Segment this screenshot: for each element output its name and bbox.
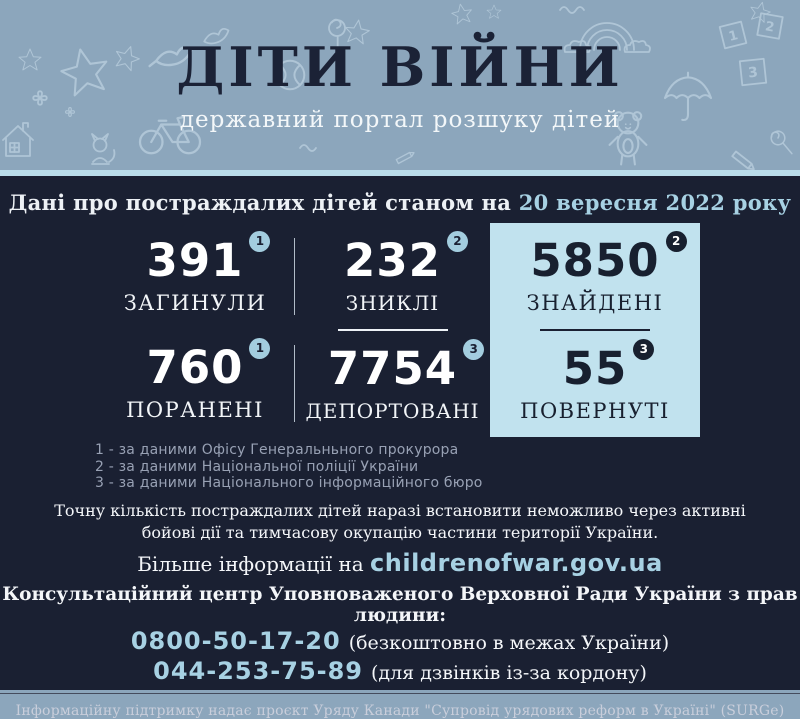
pencil-icon [396,151,415,164]
squiggle-icon [300,145,316,151]
portal-url-link[interactable]: childrenofwar.gov.ua [370,549,663,578]
stat-value-wrap [327,341,478,395]
stat-missing [295,223,490,329]
consultation-line: Консультаційний центр Уповноваженого Верховної Ради України з прав людини: [2,584,798,627]
stats-heading [0,176,800,215]
phone-line-international [0,659,800,686]
stats-column-left [95,223,295,437]
phone-number: 044-253-75-89 [153,657,363,686]
footnote-badge: 3 [463,339,484,360]
phone-note: (безкоштовно в межах України) [348,632,670,655]
phone-number: 0800-50-17-20 [130,627,341,656]
stat-label: ЗНАЙДЕНІ [526,290,664,315]
svg-text:2: 2 [763,19,776,36]
stat-label: ПОВЕРНУТІ [520,398,670,423]
page-subtitle: державний портал розшуку дітей [179,107,621,133]
svg-text:3: 3 [747,64,759,82]
footnote-badge: 2 [666,231,687,252]
stat-label: ЗАГИНУЛИ [123,291,267,315]
header-banner [0,0,800,170]
stat-returned [490,331,700,437]
stat-value: 5850 [530,233,660,287]
cat-icon [92,134,114,164]
svg-text:1: 1 [727,28,740,45]
footnote-badge: 1 [249,338,270,359]
stat-found [490,223,700,329]
stat-value-wrap [344,233,462,287]
pencil-icon [732,151,755,170]
stat-value: 55 [562,341,628,395]
footnotes [95,442,800,492]
stat-killed [95,223,295,330]
phone-line-domestic [0,629,800,656]
stat-value-wrap [530,233,681,287]
stat-wounded [95,330,295,437]
stats-column-middle [295,223,490,437]
stat-label: ДЕПОРТОВАНІ [305,398,480,423]
stat-value: 7754 [327,341,458,395]
stat-deported [295,331,490,437]
footer-credit: Інформаційну підтримку надає проєкт Уряду Канади "Супровід урядових реформ в Україні" (SURGe) [15,703,785,719]
more-info-label: Більше інформації на [137,552,371,577]
stat-label: ПОРАНЕНІ [126,398,264,422]
footnote-1: 1 - за даними Офісу Генеральньного прокурора [95,442,459,458]
stat-value: 232 [344,233,441,287]
stats-heading-date: 20 вересня 2022 року [518,190,792,215]
footnote-badge: 1 [249,231,270,252]
footnote-2: 2 - за даними Національної поліції України [95,458,419,475]
footnote-3: 3 - за даними Національного інформаційного бюро [95,475,483,491]
stats-heading-text: Дані про постраждалих дітей станом на [8,190,519,215]
lollipop-icon [770,129,792,158]
stat-value-wrap [146,341,265,394]
stat-label: ЗНИКЛІ [345,290,440,315]
phone-note: (для дзвінків із-за кордону) [371,662,647,685]
stat-value-wrap [146,234,265,287]
footnote-badge: 3 [633,339,654,360]
footnote-badge: 2 [447,231,468,252]
stats-grid [95,223,800,437]
stat-value: 391 [146,234,244,287]
disclaimer-text: Точну кількість постраждалих дітей наразі встановити неможливо через активні бойові дії та тимчасову окупацію частини території України. [54,500,746,542]
page-title: ДІТИ ВІЙНИ [176,35,624,99]
stat-value: 760 [146,341,244,394]
found-returned-box [490,223,700,437]
stats-panel [0,176,800,719]
more-info-line [0,549,800,577]
stat-value-wrap [562,341,648,395]
